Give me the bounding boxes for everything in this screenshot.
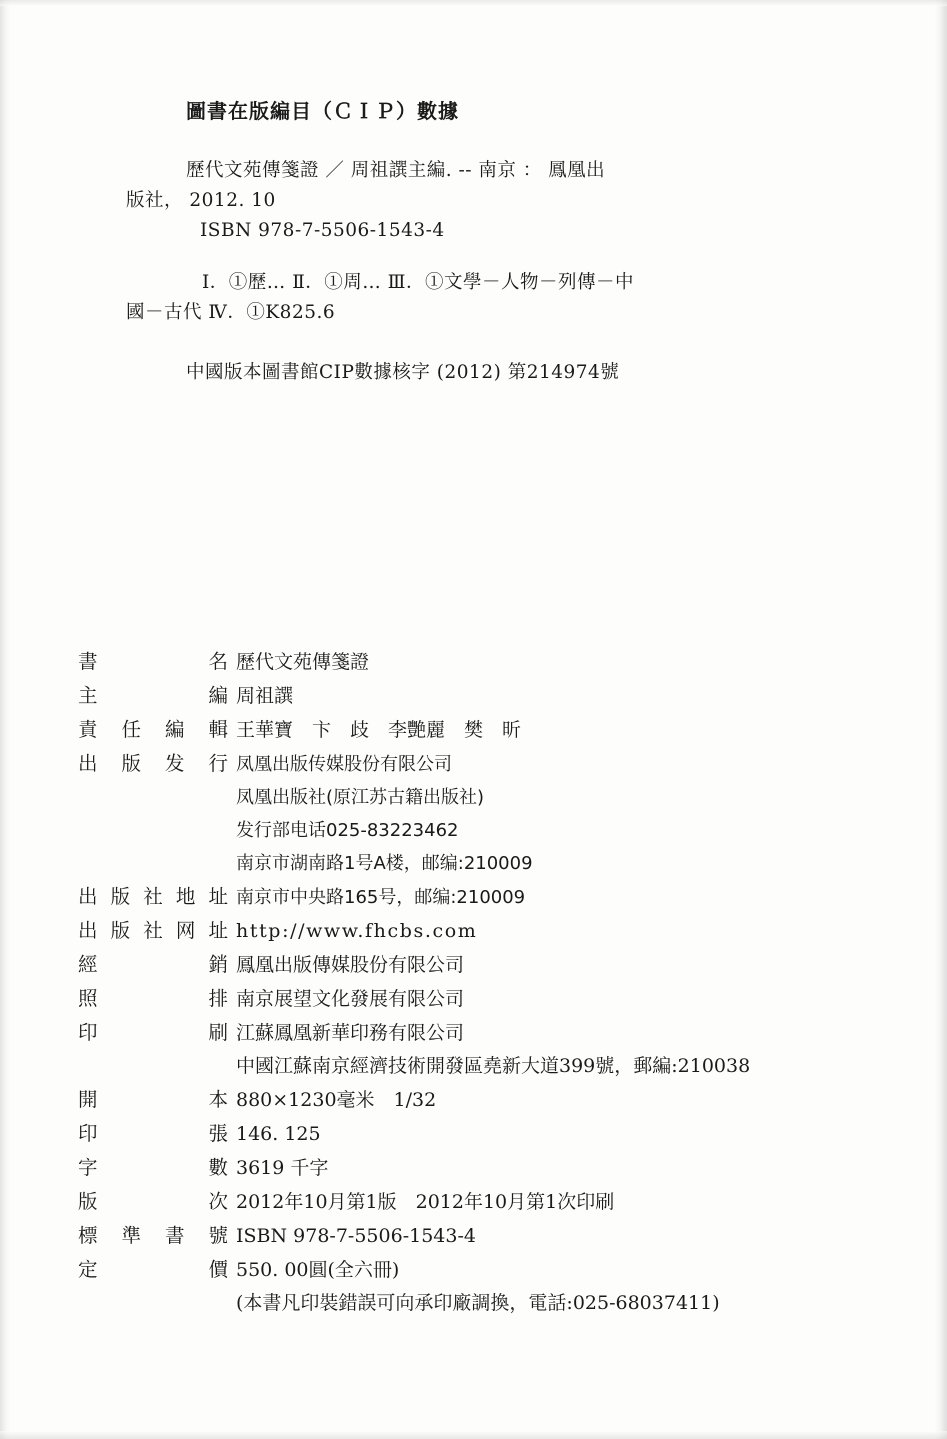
label-char: 標 xyxy=(78,1224,98,1247)
label-char: 版 xyxy=(121,752,141,775)
colophon-row-label xyxy=(78,713,228,746)
cip-isbn-line: ISBN 978-7-5506-1543-4 xyxy=(200,220,445,241)
cip-class-line-1: Ⅰ．①歷… Ⅱ．①周… Ⅲ．①文學－人物－列傳－中 xyxy=(202,272,634,293)
label-char: 書 xyxy=(164,1224,185,1247)
colophon-row-value: 南京市中央路165号，邮编:210009 xyxy=(236,887,526,908)
colophon-row xyxy=(78,1016,878,1050)
label-char: 社 xyxy=(143,885,163,908)
colophon-row-label xyxy=(78,1016,228,1049)
colophon-row-value: 南京展望文化發展有限公司 xyxy=(236,988,465,1010)
colophon-row-value: (本書凡印裝錯誤可向承印廠調換，電話:025-68037411) xyxy=(236,1292,720,1314)
label-char: 號 xyxy=(208,1224,228,1247)
label-char: 址 xyxy=(208,919,228,942)
label-char: 銷 xyxy=(208,953,228,976)
label-char: 印 xyxy=(78,1021,98,1044)
colophon-row xyxy=(78,781,878,814)
label-char: 发 xyxy=(164,752,185,775)
label-char: 行 xyxy=(208,752,228,775)
label-char: 書 xyxy=(78,650,98,673)
colophon-row-value: 880×1230毫米 1/32 xyxy=(236,1089,437,1111)
colophon-row-value: 歷代文苑傳箋證 xyxy=(236,651,370,673)
label-char: 價 xyxy=(208,1258,228,1281)
colophon-row xyxy=(78,948,878,982)
colophon-row-value: 550. 00圓(全六冊) xyxy=(236,1259,400,1281)
label-char: 字 xyxy=(78,1156,98,1179)
label-char: 張 xyxy=(208,1122,228,1145)
colophon-row xyxy=(78,1287,878,1320)
colophon-row-label xyxy=(78,982,228,1015)
cip-cataloging xyxy=(186,358,886,388)
label-char: 輯 xyxy=(208,718,228,741)
colophon-row-value: ISBN 978-7-5506-1543-4 xyxy=(236,1225,476,1247)
label-char: 排 xyxy=(208,987,228,1010)
colophon-row-value: 中國江蘇南京經濟技術開發區堯新大道399號，郵編:210038 xyxy=(236,1055,751,1077)
label-char: 版 xyxy=(110,885,131,908)
label-char: 出 xyxy=(78,752,98,775)
label-char: 社 xyxy=(143,919,163,942)
colophon-table xyxy=(78,645,878,1320)
cip-classification xyxy=(126,268,886,328)
label-char: 本 xyxy=(208,1088,228,1111)
colophon-row-label xyxy=(78,747,228,780)
cip-block xyxy=(126,96,886,390)
colophon-row-value: 南京市湖南路1号A楼，邮编:210009 xyxy=(236,853,533,874)
cip-class-line-2: 國－古代 Ⅳ．①K825.6 xyxy=(126,302,336,323)
cip-entry xyxy=(126,156,886,246)
colophon-row-value: 3619 千字 xyxy=(236,1157,329,1179)
colophon-row xyxy=(78,679,878,713)
label-char: 次 xyxy=(208,1190,228,1213)
label-char: 版 xyxy=(78,1190,98,1213)
colophon-row-label xyxy=(78,1253,228,1286)
colophon-row-value: 鳳凰出版傳媒股份有限公司 xyxy=(236,954,465,976)
label-char: 定 xyxy=(78,1258,98,1281)
colophon-row-label xyxy=(78,1185,228,1218)
colophon-row-value: 凤凰出版传媒股份有限公司 xyxy=(236,754,452,775)
colophon-row-value: 发行部电话025-83223462 xyxy=(236,820,459,841)
colophon-row xyxy=(78,1253,878,1287)
colophon-row xyxy=(78,1151,878,1185)
label-char: 版 xyxy=(110,919,131,942)
page-edge-right xyxy=(935,0,947,1439)
colophon-row xyxy=(78,747,878,781)
colophon-row-value: 凤凰出版社(原江苏古籍出版社) xyxy=(236,787,485,808)
colophon-row xyxy=(78,1083,878,1117)
colophon-row xyxy=(78,1050,878,1083)
label-char: 刷 xyxy=(208,1021,228,1044)
label-char: 準 xyxy=(121,1224,141,1247)
colophon-row-value: 王華寶 卞 歧 李艷麗 樊 昕 xyxy=(236,719,522,741)
label-char: 名 xyxy=(208,650,228,673)
colophon-row-label xyxy=(78,645,228,678)
colophon-row xyxy=(78,645,878,679)
colophon-row xyxy=(78,1219,878,1253)
colophon-row-label xyxy=(78,948,228,981)
colophon-row xyxy=(78,713,878,747)
label-char: 編 xyxy=(164,718,185,741)
page-edge-top xyxy=(0,0,947,6)
cip-heading: 圖書在版編目（ＣＩＰ）數據 xyxy=(186,99,459,123)
colophon-row-label xyxy=(78,679,228,712)
label-char: 出 xyxy=(78,885,98,908)
label-char: 編 xyxy=(208,684,228,707)
colophon-row xyxy=(78,1185,878,1219)
colophon-row-value: 周祖譔 xyxy=(236,685,294,707)
label-char: 開 xyxy=(78,1088,98,1111)
colophon-row xyxy=(78,982,878,1016)
colophon-row-label xyxy=(78,914,228,947)
colophon-row-label xyxy=(78,1083,228,1116)
cip-entry-line-1: 歷代文苑傳箋證 ／ 周祖譔主編. -- 南京 ： 鳳凰出 xyxy=(186,160,606,181)
colophon-row-label xyxy=(78,880,228,913)
colophon-row xyxy=(78,914,878,948)
colophon-row xyxy=(78,880,878,914)
colophon-row-value: 2012年10月第1版 2012年10月第1次印刷 xyxy=(236,1191,615,1213)
label-char: 照 xyxy=(78,987,98,1010)
label-char: 出 xyxy=(78,919,98,942)
label-char: 數 xyxy=(208,1156,228,1179)
cip-entry-line-2: 版社， 2012. 10 xyxy=(126,190,276,211)
label-char: 任 xyxy=(121,718,141,741)
label-char: 址 xyxy=(208,885,228,908)
colophon-row-value: 江蘇鳳凰新華印務有限公司 xyxy=(236,1022,465,1044)
colophon-row-label xyxy=(78,1151,228,1184)
colophon-row-value: 146. 125 xyxy=(236,1123,321,1145)
cip-cataloging-line: 中國版本圖書館CIP數據核字 (2012) 第214974號 xyxy=(186,362,620,383)
label-char: 地 xyxy=(175,885,196,908)
label-char: 主 xyxy=(78,684,98,707)
colophon-row xyxy=(78,1117,878,1151)
label-char: 网 xyxy=(175,919,196,942)
colophon-row xyxy=(78,847,878,880)
label-char: 經 xyxy=(78,953,98,976)
label-char: 印 xyxy=(78,1122,98,1145)
colophon-row-value: http://www.fhcbs.com xyxy=(236,920,478,942)
colophon-row-label xyxy=(78,1219,228,1252)
colophon-row xyxy=(78,814,878,847)
page-edge-bottom xyxy=(0,1431,947,1439)
page-edge-left xyxy=(0,0,10,1439)
colophon-row-label xyxy=(78,1117,228,1150)
label-char: 責 xyxy=(78,718,98,741)
